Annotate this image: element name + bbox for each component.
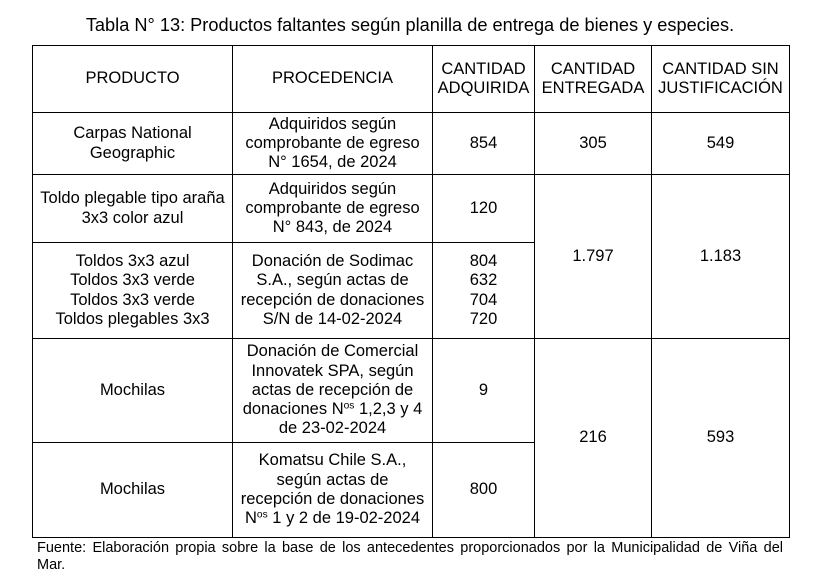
cell-line: 1.797 <box>572 246 614 265</box>
cell-line: S/N de 14-02-2024 <box>262 309 403 328</box>
cell-line: de 23-02-2024 <box>278 419 387 438</box>
header-cantidad-sin-justificacion <box>652 46 790 113</box>
cell-line: Toldos 3x3 verde <box>70 271 195 290</box>
cell-cantidad-sin-justificacion <box>652 113 790 175</box>
cell-line: 120 <box>469 198 498 217</box>
cell-line: Mochilas <box>99 480 166 499</box>
cell-line: 216 <box>579 428 607 447</box>
cell-line: 720 <box>469 309 498 328</box>
cell-line: Geographic <box>89 143 176 162</box>
cell-cantidad-adquirida <box>433 175 535 243</box>
cell-line: 549 <box>706 133 735 152</box>
cell-line: Toldos plegables 3x3 <box>55 309 210 328</box>
source-note-line: Mar. <box>37 557 66 573</box>
cell-line: Toldo plegable tipo araña <box>40 189 225 208</box>
cell-line: Adquiridos según <box>268 179 397 198</box>
cell-line: Carpas National <box>73 124 192 143</box>
cell-line: Innovatek SPA, según <box>251 361 414 380</box>
cell-line: 1.183 <box>699 246 742 265</box>
cell-line: 804 <box>469 251 498 270</box>
cell-line: 704 <box>469 290 498 309</box>
table-title: Tabla N° 13: Productos faltantes según planilla de entrega de bienes y especies. <box>85 15 735 35</box>
cell-line: 632 <box>469 271 498 290</box>
header-line: ADQUIRIDA <box>437 79 530 97</box>
cell-producto <box>33 339 233 443</box>
header-line: CANTIDAD SIN <box>662 59 779 78</box>
cell-cantidad-adquirida <box>433 339 535 443</box>
header-line: CANTIDAD <box>550 59 636 78</box>
cell-cantidad-sin-justificacion <box>652 339 790 538</box>
cell-cantidad-entregada <box>535 339 652 538</box>
cell-line: 593 <box>706 428 735 447</box>
cell-procedencia <box>233 175 433 243</box>
cell-line: 9 <box>478 380 489 399</box>
cell-cantidad-entregada <box>535 113 652 175</box>
header-line: PROCEDENCIA <box>271 69 394 88</box>
header-producto <box>33 46 233 113</box>
table-row <box>33 113 790 175</box>
cell-line: 800 <box>469 480 498 499</box>
cell-procedencia <box>233 339 433 443</box>
line-text: donaciones N <box>242 400 344 419</box>
table-row <box>33 339 790 443</box>
cell-line: Toldos 3x3 azul <box>75 251 190 270</box>
line-text: 1,2,3 y 4 <box>354 400 423 419</box>
products-table <box>32 45 790 538</box>
superscript-text: os <box>256 509 268 521</box>
cell-line: recepción de donaciones <box>240 290 425 309</box>
header-line: ENTREGADA <box>541 79 645 97</box>
cell-line: S.A., según actas de <box>256 271 409 290</box>
cell-producto <box>33 113 233 175</box>
table-row <box>33 175 790 243</box>
cell-cantidad-sin-justificacion <box>652 175 790 339</box>
cell-cantidad-entregada <box>535 175 652 339</box>
cell-producto <box>33 243 233 339</box>
cell-procedencia <box>233 243 433 339</box>
header-line: CANTIDAD <box>441 59 526 78</box>
cell-line <box>236 509 429 528</box>
cell-line: comprobante de egreso <box>245 133 420 152</box>
source-note <box>37 540 783 574</box>
cell-line: recepción de donaciones <box>240 490 425 508</box>
cell-cantidad-adquirida <box>433 443 535 538</box>
header-procedencia <box>233 46 433 113</box>
cell-procedencia <box>233 443 433 538</box>
cell-producto <box>33 175 233 243</box>
cell-line: actas de recepción de <box>251 380 414 399</box>
header-cantidad-entregada <box>535 46 652 113</box>
cell-cantidad-adquirida <box>433 113 535 175</box>
superscript-text: os <box>343 400 355 412</box>
cell-producto <box>33 443 233 538</box>
cell-line: Komatsu Chile S.A., <box>258 451 407 470</box>
cell-line <box>236 400 429 419</box>
header-row <box>33 46 790 113</box>
header-cantidad-adquirida <box>433 46 535 113</box>
cell-cantidad-adquirida <box>433 243 535 339</box>
source-note-line: Fuente: Elaboración propia sobre la base de los antecedentes proporcionados por la Municipalidad de Viña del <box>37 540 783 556</box>
line-text: 1 y 2 de 19-02-2024 <box>267 509 420 528</box>
cell-line: Donación de Comercial <box>246 342 419 361</box>
header-line: JUSTIFICACIÓN <box>658 79 783 97</box>
cell-line: comprobante de egreso <box>245 198 420 217</box>
cell-line: N° 1654, de 2024 <box>268 153 397 172</box>
line-text: N <box>245 509 257 528</box>
cell-line: 3x3 color azul <box>81 208 184 227</box>
cell-line: 854 <box>469 133 498 152</box>
cell-procedencia <box>233 113 433 175</box>
cell-line: N° 843, de 2024 <box>272 218 393 237</box>
cell-line: Mochilas <box>99 380 166 399</box>
cell-line: Toldos 3x3 verde <box>70 290 195 309</box>
header-line: PRODUCTO <box>85 69 180 88</box>
cell-line: 305 <box>579 133 607 152</box>
cell-line: según actas de <box>276 470 389 489</box>
cell-line: Donación de Sodimac <box>251 251 414 270</box>
cell-line: Adquiridos según <box>268 114 397 133</box>
